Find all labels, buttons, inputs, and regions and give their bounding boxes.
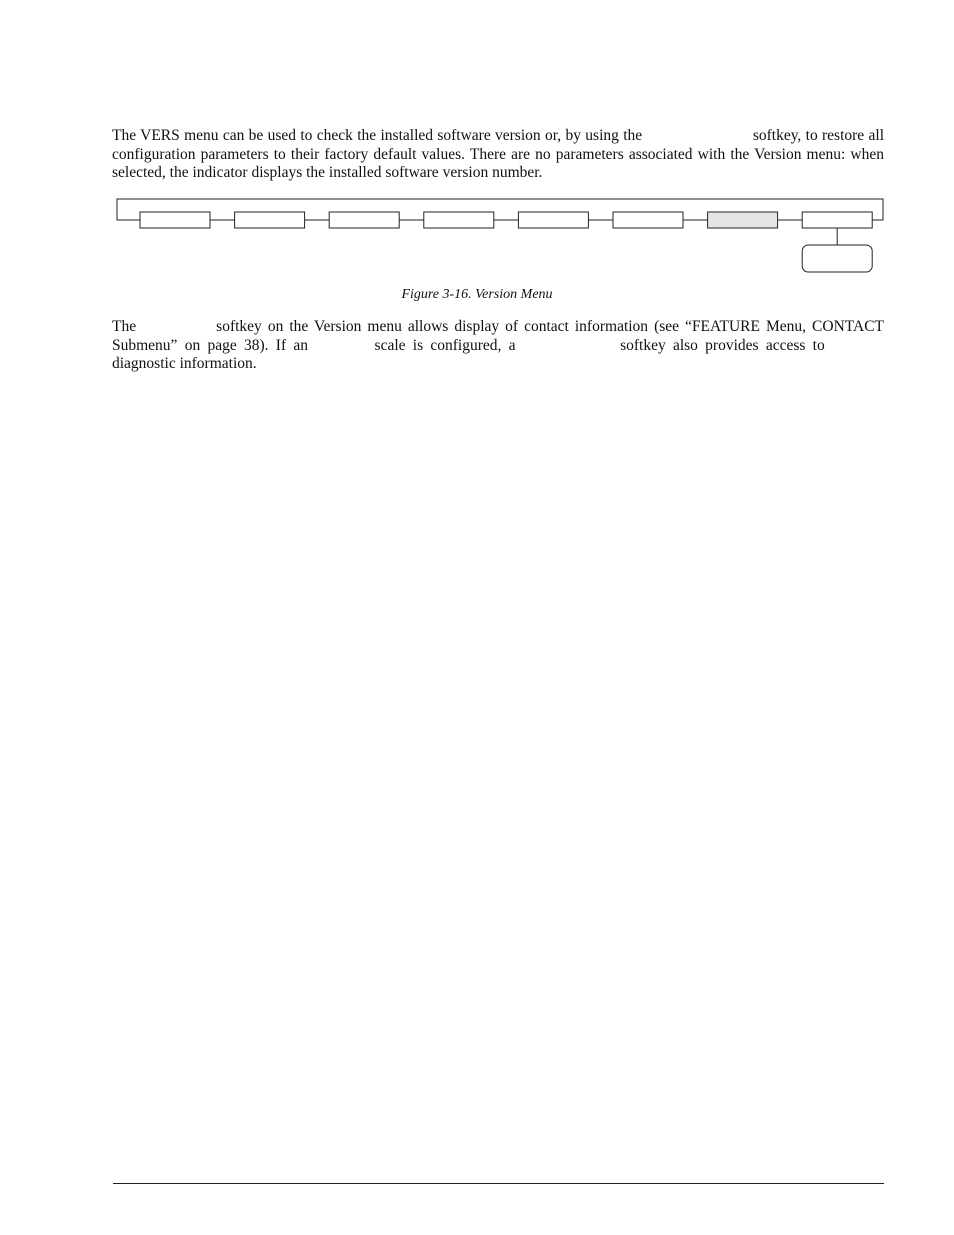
menu-item-box <box>613 212 683 228</box>
footer-rule <box>113 1183 884 1184</box>
intro-paragraph <box>112 127 884 183</box>
menu-item-box <box>140 212 210 228</box>
description-text-5: diagnostic information. <box>112 355 257 373</box>
menu-item-box <box>329 212 399 228</box>
figure-caption: Figure 3-16. Version Menu <box>401 287 553 302</box>
intro-text-before: The VERS menu can be used to check the installed software version or, by using the <box>112 127 643 144</box>
menu-item-box <box>518 212 588 228</box>
description-text-3: scale is configured, a <box>374 336 516 354</box>
menu-item-box <box>802 212 872 228</box>
menu-item-box <box>708 212 778 228</box>
description-text-2: softkey on the Version menu allows display of contact information (see “FEATURE Menu, CONTACT Submenu” on page 38). If an <box>112 318 885 354</box>
intro-text-after: softkey, to restore all configuration parameters to their factory default values. There are no parameters associated with the Version menu: when selected, the indicator displays the installed software version number. <box>112 127 885 182</box>
description-text-4: softkey also provides access to <box>620 336 825 354</box>
menu-item-box <box>235 212 305 228</box>
description-text-1: The <box>112 318 137 335</box>
description-paragraph <box>112 318 884 374</box>
submenu-box <box>802 245 872 272</box>
menu-item-box <box>424 212 494 228</box>
